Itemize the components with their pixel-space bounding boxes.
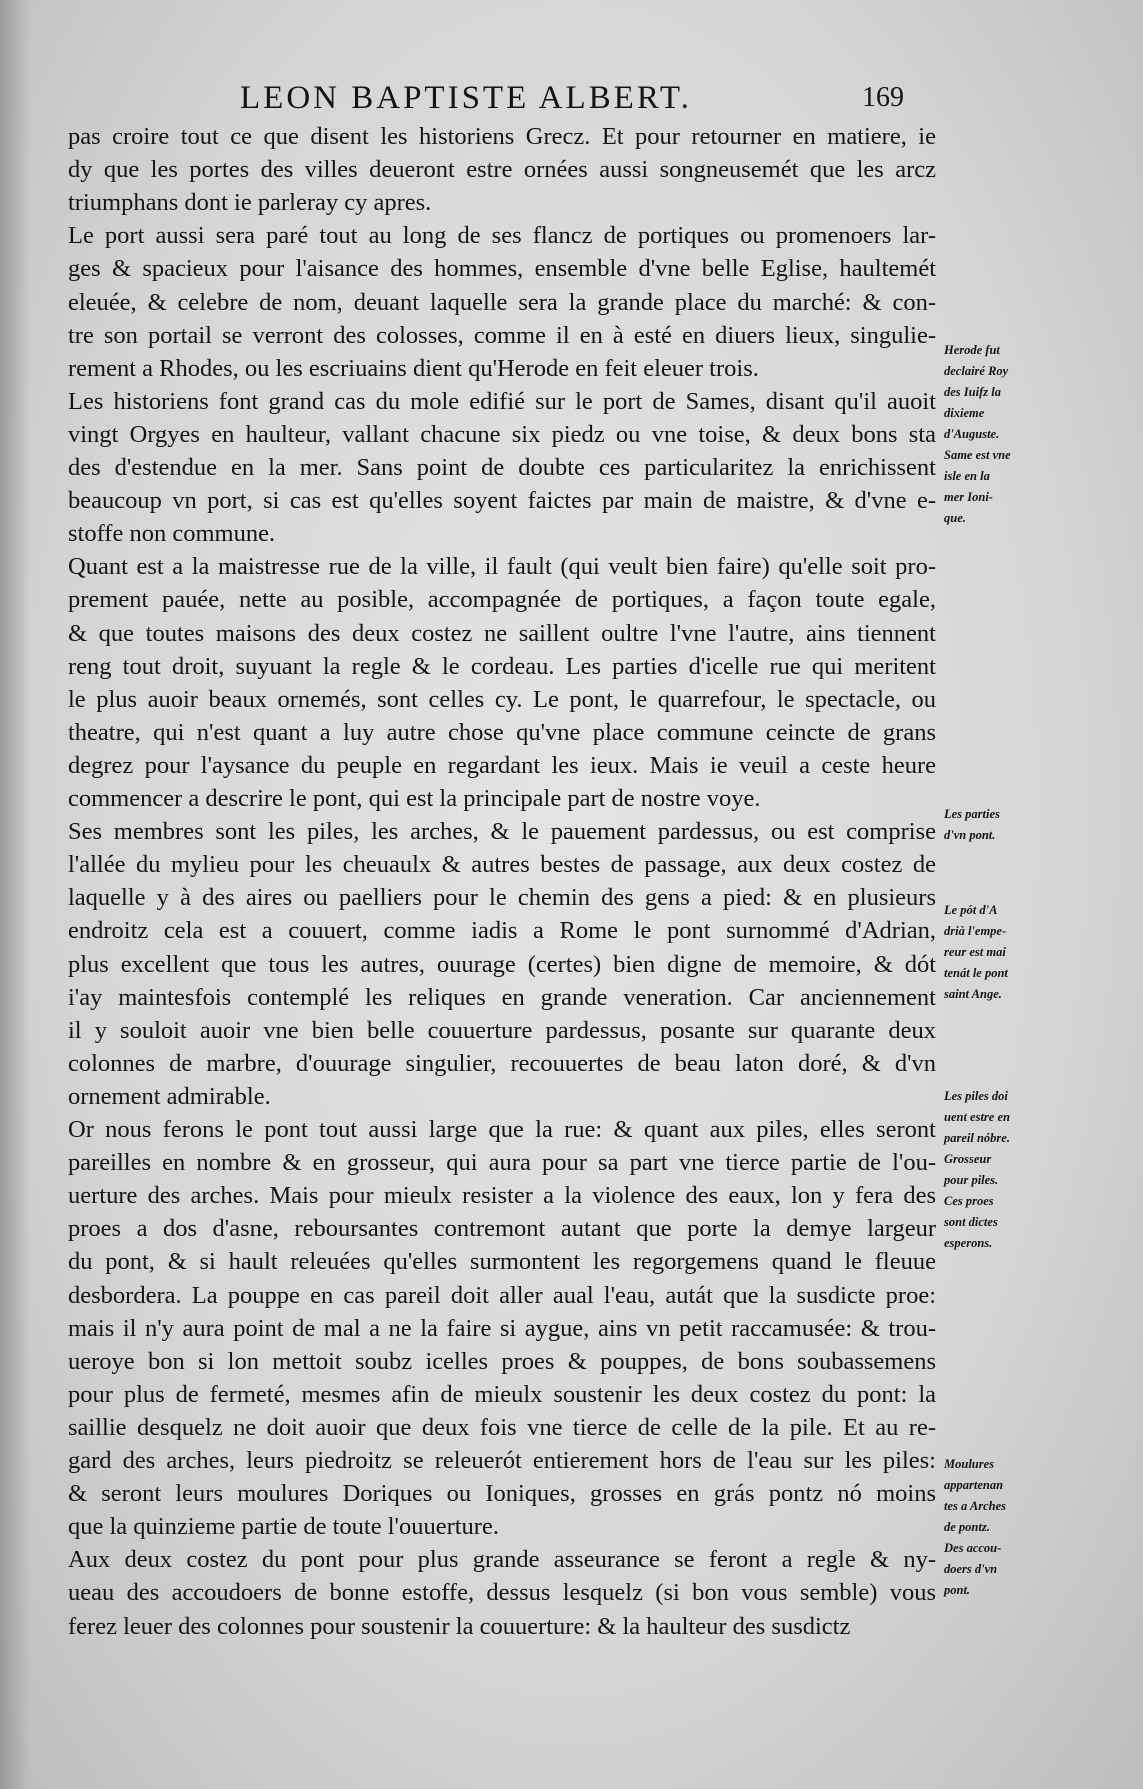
marginal-note [944,1454,1044,1601]
text-line: rement a Rhodes, ou les escriuains dient qu'Herode en feit eleuer trois. [68,354,759,382]
text-line: & seront leurs moulures Doriques ou Ioniques, grosses en grás pontz nó moins [68,1480,936,1508]
text-line: ges & spacieux pour l'aisance des hommes, ensemble d'vne belle Eglise, haultemét [68,255,936,283]
text-line: & que toutes maisons des deux costez ne saillent oultre l'vne l'autre, ains tiennent [68,619,936,647]
text-line: pareilles en nombre & en grosseur, qui aura pour sa part vne tierce partie de l'ou- [68,1149,936,1177]
text-line: Ses membres sont les piles, les arches, & le pauement pardessus, ou est comprise [68,818,936,846]
running-title: LEON BAPTISTE ALBERT. [240,80,692,116]
text-line: que la quinzieme partie de toute l'ouuerture. [68,1513,499,1541]
marginal-note-line: dixieme [944,406,985,420]
marginal-note-line: uent estre en [944,1110,1010,1124]
marginal-note-line: Moulures [944,1457,995,1471]
marginal-note-line: declairé Roy [944,364,1009,378]
text-line: Les historiens font grand cas du mole edifié sur le port de Sames, disant qu'il auoit [68,387,936,415]
text-line: prement pauée, nette au posible, accompagnée de portiques, a façon toute egale, [68,586,936,614]
text-line: i'ay maintesfois contemplé les reliques en grande veneration. Car anciennement [68,983,936,1011]
text-line: plus excellent que tous les autres, ouurage (certes) bien digne de memoire, & dót [68,950,936,978]
text-line: colonnes de marbre, d'ouurage singulier, recouuertes de beau laton doré, & d'vn [68,1049,936,1077]
marginal-note-line: appartenan [944,1478,1004,1492]
text-line: l'allée du mylieu pour les cheuaulx & autres bestes de passage, aux deux costez de [68,851,936,879]
marginal-note-line: Les piles doi [944,1089,1008,1103]
marginal-note-line: Ces proes [944,1194,994,1208]
marginal-note-line: esperons. [944,1236,993,1250]
text-line: eleuée, & celebre de nom, deuant laquelle sera la grande place du marché: & con- [68,288,936,316]
text-line: il y souloit auoir vne bien belle couuerture pardessus, posante sur quarante deux [68,1016,936,1044]
marginal-note-line: des Iuifz la [944,385,1001,399]
text-line: vingt Orgyes en haulteur, vallant chacune six piedz ou vne toise, & deux bons sta [68,420,936,448]
text-line: ueau des accoudoers de bonne estoffe, dessus lesquelz (si bon vous semble) vous [68,1579,936,1607]
marginal-note-line: Le pót d'A [944,903,998,917]
text-line: gard des arches, leurs piedroitz se releuerót entierement hors de l'eau sur les piles: [68,1447,936,1474]
text-line: reng tout droit, suyuant la regle & le cordeau. Les parties d'icelle rue qui meritent [68,652,936,680]
marginal-note [944,804,1044,846]
text-line: dy que les portes des villes deueront estre ornées aussi songneusemét que les arcz [68,156,936,184]
marginal-note-line: isle en la [944,469,990,483]
marginal-note-line: de pontz. [944,1520,990,1534]
marginal-note-line: Same est vne [944,448,1011,462]
text-line: stoffe non commune. [68,520,276,548]
marginal-note-line: Les parties [944,807,1000,821]
marginal-note-line: tes a Arches [944,1499,1007,1513]
text-line: triumphans dont ie parleray cy apres. [68,189,432,217]
marginal-note-line: saint Ange. [944,987,1002,1001]
marginal-note-line: reur est mai [944,945,1006,959]
marginal-note-line: drià l'empe- [944,924,1007,938]
text-line: commencer a descrire le pont, qui est la principale part de nostre voye. [68,785,761,812]
text-line: pour plus de fermeté, mesmes afin de mieulx soustenir les deux costez du pont: la [68,1380,936,1408]
marginal-note-line: d'Auguste. [944,427,1000,441]
text-line: degrez pour l'aysance du peuple en regardant les ieux. Mais ie veuil a ceste heure [68,751,936,779]
text-line: des d'estendue en la mer. Sans point de doubte ces particularitez la enrichissent [68,454,936,481]
text-line: beaucoup vn port, si cas est qu'elles soyent faictes par main de maistre, & d'vne e- [68,487,936,515]
text-line: uerture des arches. Mais pour mieulx resister a la violence des eaux, lon y fera des [68,1182,936,1210]
text-line: Le port aussi sera paré tout au long de ses flancz de portiques ou promenoers lar- [68,222,936,250]
marginal-note-line: d'vn pont. [944,828,996,842]
marginal-note-line: pour piles. [944,1173,999,1187]
text-line: laquelle y à des aires ou paelliers pour le chemin des gens a pied: & en plusieurs [68,884,936,912]
marginal-note-line: que. [944,511,966,525]
marginal-note-line: Herode fut [944,343,1000,357]
text-line: mais il n'y aura point de mal a ne la faire si aygue, ains vn petit raccamusée: & trou- [68,1314,936,1342]
text-line: du pont, & si hault releuées qu'elles surmontent les regorgemens quand le fleuue [68,1248,936,1276]
marginal-note-line: tenát le pont [944,966,1008,980]
text-line: proes a dos d'asne, reboursantes contremont autant que porte la demye largeur [68,1215,936,1243]
text-line: Aux deux costez du pont pour plus grande asseurance se feront a regle & ny- [68,1546,936,1574]
marginal-note-line: pont. [944,1583,971,1597]
marginal-note-line: Des accou- [944,1541,1002,1555]
text-line: pas croire tout ce que disent les historiens Grecz. Et pour retourner en matiere, ie [68,123,936,150]
text-line: ornement admirable. [68,1082,271,1110]
text-line: desbordera. La pouppe en cas pareil doit aller aual l'eau, autát que la susdicte proe: [68,1281,936,1309]
text-line: theatre, qui n'est quant a luy autre chose qu'vne place commune ceincte de grans [68,718,936,746]
marginal-note [944,340,1044,529]
page-shadow-edge [0,0,30,1789]
text-line: tre son portail se verront des colosses, comme il en à esté en diuers lieux, singulie- [68,321,936,349]
text-line: saillie desquelz ne doit auoir que deux fois vne tierce de celle de la pile. Et au re- [68,1413,936,1441]
text-line: ueroye bon si lon mettoit soubz icelles proes & pouppes, de bons soubassemens [68,1347,936,1375]
text-line: le plus auoir beaux ornemés, sont celles cy. Le pont, le quarrefour, le spectacle, ou [68,685,936,713]
marginal-note-line: doers d'vn [944,1562,998,1576]
marginal-note-line: pareil nóbre. [944,1131,1010,1145]
text-line: endroitz cela est a couuert, comme iadis a Rome le pont surnommé d'Adrian, [68,917,936,945]
marginal-note [944,900,1044,1005]
marginal-note-line: Grosseur [944,1152,992,1166]
text-line: ferez leuer des colonnes pour soustenir la couuerture: & la haulteur des susdictz [68,1612,851,1640]
marginal-note [944,1086,1044,1254]
text-line: Or nous ferons le pont tout aussi large que la rue: & quant aux piles, elles seront [68,1116,936,1143]
text-line: Quant est a la maistresse rue de la ville, il fault (qui veult bien faire) qu'elle soit pro- [68,553,936,581]
marginal-note-line: mer Ioni- [944,490,993,504]
page-number: 169 [862,82,904,113]
marginal-note-line: sont dictes [944,1215,998,1229]
